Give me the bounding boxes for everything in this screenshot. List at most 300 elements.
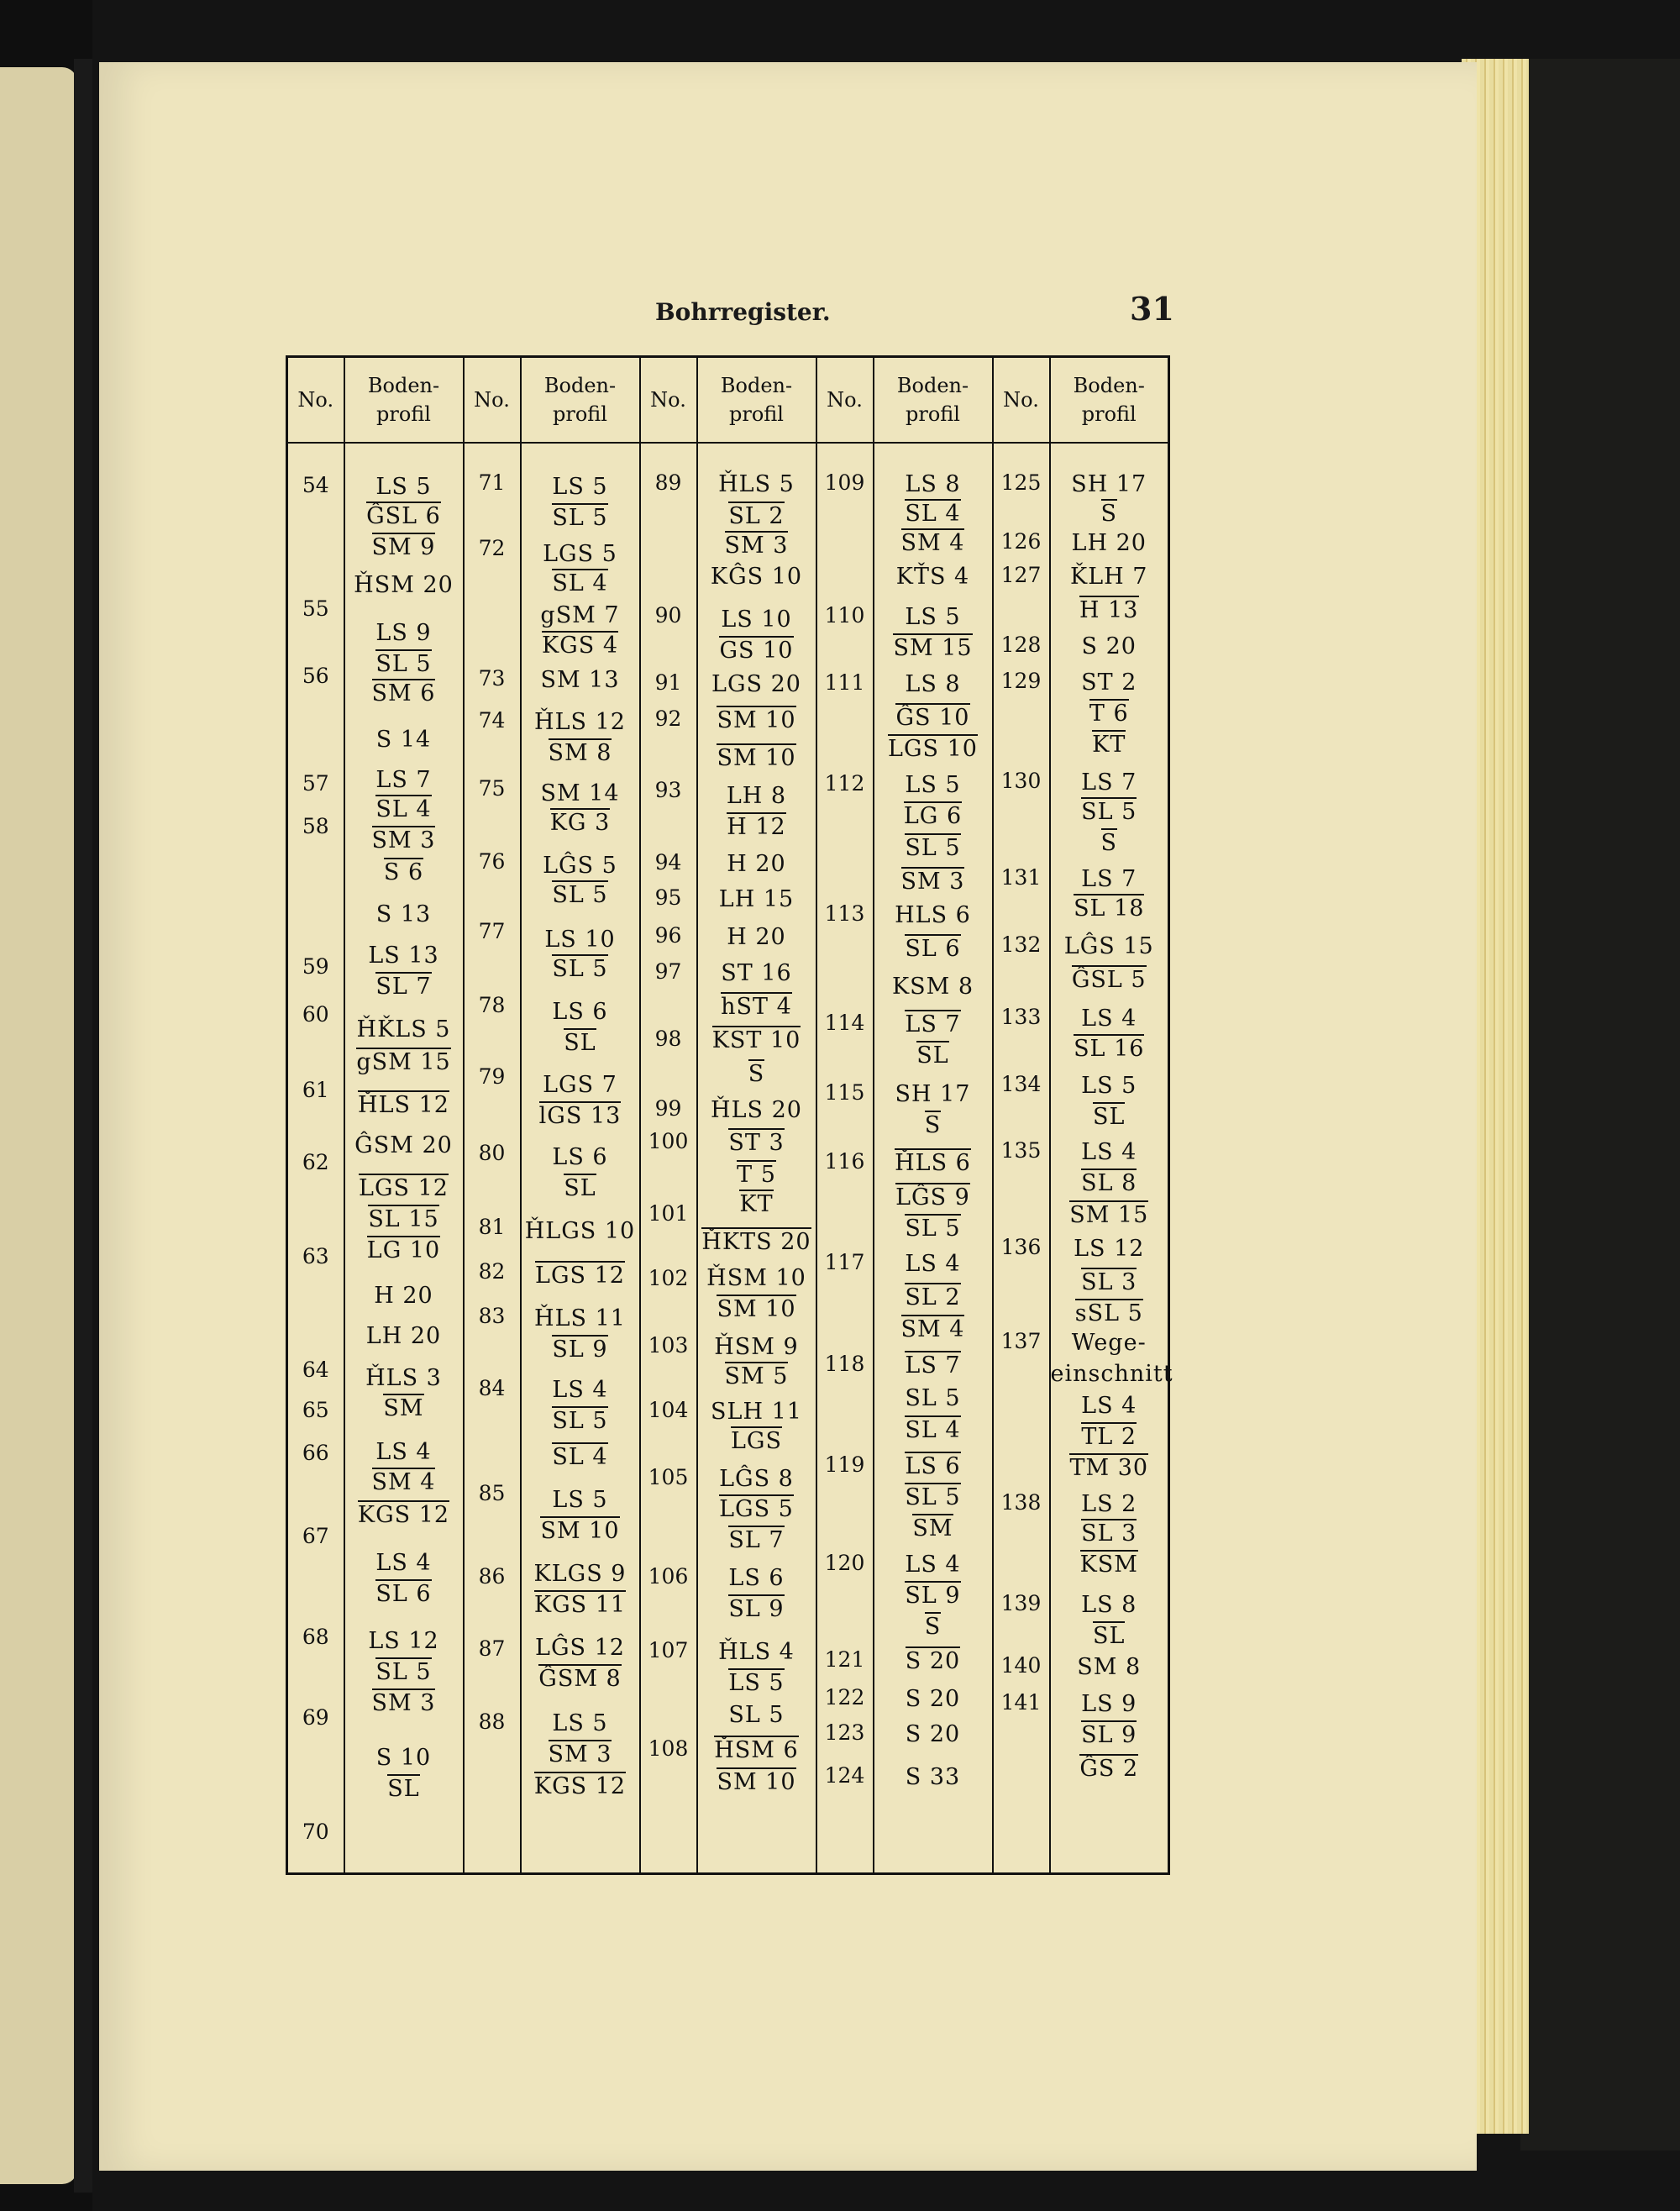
boring-number: 121 — [824, 1647, 865, 1673]
soil-profile-entry — [522, 997, 639, 1026]
boring-number: 106 — [648, 1564, 689, 1589]
no-header-label: No. — [474, 388, 510, 412]
boring-number: 141 — [1000, 1690, 1042, 1715]
soil-profile-entry — [698, 1026, 816, 1054]
soil-profile-text: KGS 12 — [533, 1773, 627, 1799]
soil-profile-entry — [874, 1452, 992, 1480]
soil-profile-text: S 33 — [905, 1763, 961, 1790]
boring-number: 90 — [654, 603, 682, 628]
soil-profile-entry — [874, 1010, 992, 1038]
soil-profile-entry — [698, 1397, 816, 1426]
boring-number: 108 — [648, 1736, 689, 1761]
soil-profile-entry — [522, 1516, 639, 1545]
soil-profile-entry — [874, 602, 992, 631]
soil-profile-entry — [698, 1736, 816, 1764]
soil-profile-entry — [522, 779, 639, 807]
soil-profile-text: SM — [383, 1395, 424, 1422]
soil-profile-entry — [1051, 1299, 1168, 1327]
soil-profile-entry — [698, 992, 816, 1021]
soil-profile-text: SL — [564, 1030, 596, 1057]
soil-profile-entry — [874, 1315, 992, 1343]
soil-profile-entry — [522, 601, 639, 629]
soil-profile-entry — [874, 562, 992, 591]
soil-profile-entry — [1050, 1359, 1173, 1388]
soil-profile-entry — [874, 801, 992, 830]
no-column-3 — [640, 443, 697, 1874]
soil-profile-entry — [345, 1579, 463, 1608]
soil-profile-entry — [874, 528, 992, 557]
soil-profile-text: SL 15 — [368, 1205, 439, 1232]
soil-profile-text: SL 18 — [1074, 895, 1145, 922]
soil-profile-entry — [345, 649, 463, 678]
profile-header — [344, 357, 464, 444]
soil-profile-text: LS 4 — [1081, 1393, 1137, 1420]
soil-profile-entry — [874, 1514, 992, 1542]
soil-profile-entry — [1051, 828, 1168, 857]
profile-header-line1: Boden- — [896, 374, 969, 397]
soil-profile-text: SM 4 — [900, 1316, 965, 1342]
boring-number: 73 — [478, 666, 506, 691]
no-column-2 — [464, 443, 521, 1874]
header-row — [287, 357, 1169, 444]
soil-profile-entry — [698, 670, 816, 698]
profile-header-line2: profil — [906, 402, 960, 426]
soil-profile-text: LS 9 — [375, 620, 432, 647]
soil-profile-entry — [874, 470, 992, 498]
soil-profile-entry — [698, 1295, 816, 1323]
soil-profile-entry — [698, 885, 816, 913]
soil-profile-text: KG 3 — [549, 809, 611, 836]
soil-profile-text: SL 4 — [552, 570, 608, 596]
soil-profile-text: hST 4 — [721, 994, 792, 1020]
previous-page-edge — [0, 67, 77, 2184]
body-row — [287, 443, 1169, 1874]
boring-number: 112 — [824, 771, 865, 796]
soil-profile-text: ǨLH 7 — [1070, 564, 1148, 590]
soil-profile-entry — [522, 880, 639, 909]
no-header — [640, 357, 697, 444]
soil-profile-entry — [345, 1688, 463, 1717]
soil-profile-text: ȞLS 3 — [365, 1364, 442, 1391]
soil-profile-entry — [345, 1500, 463, 1529]
soil-profile-text: LS 7 — [1081, 769, 1137, 796]
soil-profile-entry — [522, 1304, 639, 1332]
soil-profile-text: LGS 20 — [711, 671, 801, 697]
soil-profile-entry — [345, 472, 463, 501]
soil-profile-entry — [874, 1612, 992, 1641]
soil-profile-entry — [698, 1190, 816, 1218]
soil-profile-entry — [1051, 1652, 1168, 1681]
boring-number: 100 — [648, 1128, 689, 1153]
soil-profile-text: SL 3 — [1081, 1520, 1137, 1547]
soil-profile-text: LGS 12 — [359, 1175, 449, 1201]
soil-profile-text: LS 4 — [375, 1550, 432, 1577]
soil-profile-text: LG 10 — [366, 1237, 441, 1263]
soil-profile-entry — [874, 1111, 992, 1139]
soil-profile-text: LS 5 — [728, 1669, 785, 1696]
soil-profile-text: LS 7 — [1081, 866, 1137, 892]
soil-profile-text: ĜSL 6 — [366, 503, 441, 529]
soil-profile-text: ȞLS 6 — [895, 1149, 971, 1176]
soil-profile-text: SM 10 — [717, 1296, 796, 1322]
profile-column-5 — [1050, 443, 1173, 1874]
soil-profile-entry — [345, 1281, 463, 1310]
soil-profile-text: LS 4 — [1081, 1138, 1137, 1165]
soil-profile-text: LG 6 — [903, 802, 963, 829]
boring-number: 60 — [302, 1002, 329, 1027]
soil-profile-text: LS 12 — [1074, 1236, 1145, 1262]
soil-profile-text: TL 2 — [1081, 1424, 1137, 1450]
soil-profile-text: H 20 — [727, 851, 786, 878]
soil-profile-text: einschnitt — [1050, 1360, 1173, 1387]
soil-profile-text: SL 9 — [552, 1337, 608, 1363]
soil-profile-text: LH 20 — [365, 1323, 442, 1349]
soil-profile-entry — [1051, 1200, 1168, 1229]
soil-profile-text: ȞKTS 20 — [701, 1229, 811, 1255]
soil-profile-entry — [698, 1700, 816, 1729]
soil-profile-text: SM 10 — [717, 1769, 796, 1796]
boring-number: 116 — [824, 1148, 865, 1174]
no-cell-2 — [465, 444, 520, 1867]
soil-profile-entry — [345, 900, 463, 928]
soil-profile-text: SM 8 — [548, 739, 612, 766]
running-head-title: Bohrregister. — [655, 298, 831, 326]
soil-profile-text: Wege- — [1071, 1330, 1147, 1356]
no-cell-1 — [288, 444, 344, 1867]
soil-profile-text: ȞSM 9 — [714, 1333, 799, 1360]
soil-profile-text: S 14 — [375, 726, 432, 753]
boring-number: 137 — [1000, 1329, 1042, 1353]
soil-profile-entry — [345, 1236, 463, 1264]
soil-profile-entry — [874, 1550, 992, 1578]
soil-profile-text: ĜSL 5 — [1071, 967, 1147, 993]
soil-profile-text: LĜS 15 — [1063, 933, 1154, 959]
soil-profile-entry — [1051, 1102, 1168, 1131]
soil-profile-text: ȞLS 11 — [534, 1305, 626, 1332]
soil-profile-text: H 20 — [374, 1283, 433, 1309]
soil-profile-text: LS 2 — [1081, 1491, 1137, 1517]
soil-profile-text: LS 10 — [721, 607, 792, 633]
soil-profile-entry — [874, 1415, 992, 1444]
soil-profile-entry — [345, 1131, 463, 1159]
soil-profile-text: ȞSM 20 — [354, 571, 454, 598]
soil-profile-entry — [345, 1321, 463, 1350]
soil-profile-text: TM 30 — [1069, 1454, 1149, 1481]
soil-profile-text: H 20 — [727, 923, 786, 950]
soil-profile-text: SL 5 — [375, 1659, 432, 1685]
soil-profile-entry — [874, 1283, 992, 1311]
boring-number: 98 — [654, 1027, 682, 1051]
soil-profile-entry — [345, 1548, 463, 1577]
soil-profile-entry — [698, 781, 816, 810]
soil-profile-text: H 13 — [1079, 597, 1139, 623]
boring-number: 82 — [478, 1258, 506, 1284]
soil-profile-text: SL 4 — [905, 1417, 961, 1443]
soil-profile-text: ĜS 2 — [1079, 1756, 1139, 1783]
soil-profile-text: lGS 13 — [538, 1102, 622, 1129]
soil-profile-entry — [345, 1363, 463, 1392]
soil-profile-entry — [1051, 1720, 1168, 1749]
boring-number: 131 — [1000, 865, 1042, 890]
soil-profile-text: ȞLS 12 — [534, 708, 626, 735]
profile-cell-5 — [1050, 444, 1173, 1867]
soil-profile-entry — [345, 679, 463, 707]
soil-profile-entry — [522, 925, 639, 953]
soil-profile-entry — [522, 808, 639, 837]
no-header-label: No. — [1003, 388, 1039, 412]
profile-header — [1050, 357, 1169, 444]
soil-profile-text: LS 8 — [1081, 1592, 1137, 1618]
no-cell-5 — [994, 444, 1049, 1867]
soil-profile-text: KST 10 — [711, 1027, 801, 1053]
drill-register-table — [286, 355, 1173, 1875]
soil-profile-text: SL 9 — [1081, 1722, 1137, 1749]
soil-profile-entry — [1051, 965, 1168, 994]
soil-profile-text: LS 5 — [905, 772, 961, 798]
soil-profile-text: LH 8 — [726, 782, 787, 809]
boring-number: 72 — [478, 536, 506, 560]
soil-profile-text: SL 5 — [375, 651, 432, 677]
boring-number: 79 — [478, 1063, 506, 1089]
soil-profile-entry — [1051, 1328, 1168, 1357]
boring-number: 65 — [302, 1397, 329, 1422]
soil-profile-text: S — [924, 1613, 942, 1640]
soil-profile-entry — [698, 470, 816, 498]
soil-profile-entry — [345, 1437, 463, 1466]
soil-profile-text: LĜS 8 — [719, 1465, 794, 1492]
soil-profile-entry — [874, 901, 992, 929]
soil-profile-text: SL 8 — [1081, 1169, 1137, 1196]
boring-number: 122 — [824, 1685, 865, 1709]
profile-header-line1: Boden- — [1073, 374, 1145, 397]
soil-profile-entry — [522, 631, 639, 659]
soil-profile-text: SM 6 — [371, 680, 436, 707]
soil-profile-entry — [874, 1684, 992, 1713]
soil-profile-text: LS 7 — [905, 1011, 961, 1037]
soil-profile-entry — [874, 1384, 992, 1412]
boring-number: 127 — [1000, 563, 1042, 587]
soil-profile-text: S 20 — [905, 1648, 961, 1675]
soil-profile-entry — [698, 812, 816, 841]
soil-profile-text: SL 5 — [905, 1216, 961, 1242]
boring-number: 67 — [302, 1524, 329, 1548]
boring-number: 117 — [824, 1249, 865, 1274]
boring-number: 93 — [654, 778, 682, 802]
soil-profile-entry — [1051, 1137, 1168, 1166]
soil-profile-text: KĜS 10 — [710, 564, 803, 590]
boring-number: 128 — [1000, 633, 1042, 658]
soil-profile-entry — [1051, 699, 1168, 727]
soil-profile-text: SM 4 — [900, 530, 965, 556]
boring-number: 111 — [824, 670, 865, 695]
boring-number: 105 — [648, 1464, 689, 1489]
soil-profile-text: LĜS 9 — [895, 1184, 970, 1211]
profile-header — [697, 357, 816, 444]
soil-profile-entry — [874, 1762, 992, 1791]
soil-profile-text: ĜSM 20 — [354, 1132, 453, 1158]
gutter-shadow — [74, 59, 92, 2193]
boring-number: 57 — [302, 771, 329, 796]
soil-profile-text: ĜS 10 — [895, 705, 970, 731]
profile-column-3 — [697, 443, 816, 1874]
soil-profile-entry — [522, 1070, 639, 1099]
soil-profile-entry — [698, 1594, 816, 1623]
soil-profile-entry — [698, 849, 816, 878]
boring-number: 134 — [1000, 1072, 1042, 1097]
soil-profile-entry — [874, 670, 992, 698]
page-number: 31 — [1130, 290, 1174, 328]
soil-profile-text: LS 6 — [552, 1144, 608, 1171]
soil-profile-entry — [698, 1526, 816, 1554]
boring-number: 63 — [302, 1244, 329, 1269]
no-column-1 — [287, 443, 344, 1874]
soil-profile-text: S 20 — [1081, 633, 1137, 660]
soil-profile-text: S — [748, 1061, 765, 1087]
soil-profile-text: S 13 — [375, 901, 432, 927]
soil-profile-text: SL 5 — [552, 956, 608, 983]
boring-number: 74 — [478, 707, 506, 733]
soil-profile-entry — [698, 1464, 816, 1493]
soil-profile-text: SM 14 — [540, 780, 620, 806]
boring-number: 138 — [1000, 1490, 1042, 1515]
soil-profile-text: KGS 4 — [542, 632, 618, 659]
soil-profile-entry — [698, 1095, 816, 1124]
soil-profile-text: SLH 11 — [711, 1398, 802, 1425]
soil-profile-entry — [698, 1332, 816, 1361]
soil-profile-entry — [522, 1335, 639, 1363]
soil-profile-entry — [874, 1249, 992, 1278]
no-header — [816, 357, 874, 444]
boring-number: 78 — [478, 993, 506, 1017]
soil-profile-entry — [522, 1559, 639, 1588]
soil-profile-text: LS 12 — [368, 1628, 439, 1655]
boring-number: 107 — [648, 1638, 689, 1662]
soil-profile-text: SM 3 — [724, 533, 789, 559]
soil-profile-text: ȞLS 20 — [711, 1097, 802, 1124]
soil-profile-text: LS 6 — [552, 999, 608, 1026]
soil-profile-entry — [345, 972, 463, 1000]
soil-profile-text: ȞǨLS 5 — [356, 1016, 451, 1043]
soil-profile-text: SL 5 — [905, 1384, 961, 1411]
soil-profile-entry — [1051, 864, 1168, 893]
soil-profile-entry — [874, 1214, 992, 1242]
no-header — [287, 357, 344, 444]
soil-profile-text: LĜS 12 — [535, 1635, 625, 1662]
boring-number: 80 — [478, 1141, 506, 1165]
boring-number: 83 — [478, 1303, 506, 1328]
soil-profile-entry — [1051, 932, 1168, 960]
no-header-label: No. — [650, 388, 686, 412]
soil-profile-text: SL 4 — [905, 500, 961, 527]
soil-profile-text: LS 13 — [368, 943, 439, 969]
boring-number: 115 — [824, 1080, 865, 1105]
soil-profile-entry — [1051, 1550, 1168, 1578]
soil-profile-entry — [1051, 1453, 1168, 1482]
soil-profile-text: LS 5 — [552, 1709, 608, 1736]
soil-profile-text: SM 5 — [724, 1363, 789, 1389]
soil-profile-entry — [1051, 1489, 1168, 1518]
soil-profile-text: LS 9 — [1081, 1691, 1137, 1718]
soil-profile-text: SM 10 — [540, 1518, 620, 1544]
soil-profile-entry — [698, 1767, 816, 1796]
profile-cell-1 — [345, 444, 463, 1867]
profile-cell-4 — [874, 444, 992, 1867]
soil-profile-entry — [345, 1048, 463, 1076]
profile-cell-3 — [698, 444, 816, 1867]
soil-profile-entry — [874, 734, 992, 763]
soil-profile-entry — [698, 1426, 816, 1455]
soil-profile-entry — [1051, 1234, 1168, 1263]
soil-profile-text: LGS 5 — [543, 540, 617, 567]
soil-profile-entry — [698, 562, 816, 591]
soil-profile-entry — [345, 1090, 463, 1119]
no-cell-4 — [817, 444, 873, 1867]
boring-number: 101 — [648, 1201, 689, 1226]
boring-number: 61 — [302, 1077, 329, 1102]
soil-profile-entry — [698, 636, 816, 664]
soil-profile-entry — [874, 1041, 992, 1069]
no-column-5 — [993, 443, 1050, 1874]
soil-profile-entry — [1051, 1071, 1168, 1100]
soil-profile-text: SH 17 — [1071, 470, 1147, 497]
soil-profile-entry — [1051, 470, 1168, 498]
no-header — [464, 357, 521, 444]
soil-profile-text: SL 9 — [905, 1582, 961, 1609]
profile-cell-2 — [522, 444, 639, 1867]
soil-profile-text: SM 10 — [717, 745, 796, 771]
boring-number: 64 — [302, 1357, 329, 1382]
soil-profile-entry — [698, 958, 816, 987]
boring-number: 99 — [654, 1096, 682, 1121]
soil-profile-text: SL 2 — [905, 1284, 961, 1310]
soil-profile-entry — [1051, 668, 1168, 696]
soil-profile-text: SM 10 — [717, 707, 796, 734]
soil-profile-entry — [874, 1079, 992, 1108]
soil-profile-entry — [1051, 1169, 1168, 1197]
soil-profile-entry — [1051, 894, 1168, 922]
soil-profile-entry — [345, 533, 463, 561]
soil-profile-entry — [522, 1740, 639, 1768]
soil-profile-text: LS 5 — [552, 1487, 608, 1514]
boring-number: 88 — [478, 1709, 506, 1734]
soil-profile-text: KGS 12 — [357, 1501, 450, 1528]
soil-profile-text: LGS 12 — [535, 1263, 625, 1289]
soil-profile-text: LGS 10 — [888, 735, 978, 762]
soil-profile-entry — [345, 1657, 463, 1686]
soil-profile-entry — [345, 795, 463, 823]
soil-profile-text: SM 15 — [1069, 1202, 1149, 1228]
soil-profile-entry — [698, 706, 816, 734]
soil-profile-text: LS 4 — [905, 1250, 961, 1277]
soil-profile-text: SM — [912, 1515, 953, 1541]
soil-profile-entry — [345, 618, 463, 647]
soil-profile-text: LGS 7 — [543, 1071, 617, 1098]
soil-profile-entry — [522, 1261, 639, 1289]
boring-number: 109 — [824, 470, 865, 495]
soil-profile-entry — [522, 707, 639, 736]
soil-profile-text: ȞLS 5 — [718, 470, 795, 497]
no-cell-3 — [641, 444, 696, 1867]
soil-profile-entry — [522, 1633, 639, 1662]
soil-profile-text: SM 3 — [900, 869, 965, 895]
soil-profile-text: KGS 11 — [533, 1592, 627, 1618]
boring-number: 104 — [648, 1397, 689, 1422]
soil-profile-entry — [345, 1205, 463, 1233]
soil-profile-entry — [698, 502, 816, 530]
book-spine — [1520, 59, 1680, 2151]
soil-profile-entry — [522, 851, 639, 880]
boring-number: 66 — [302, 1440, 329, 1465]
